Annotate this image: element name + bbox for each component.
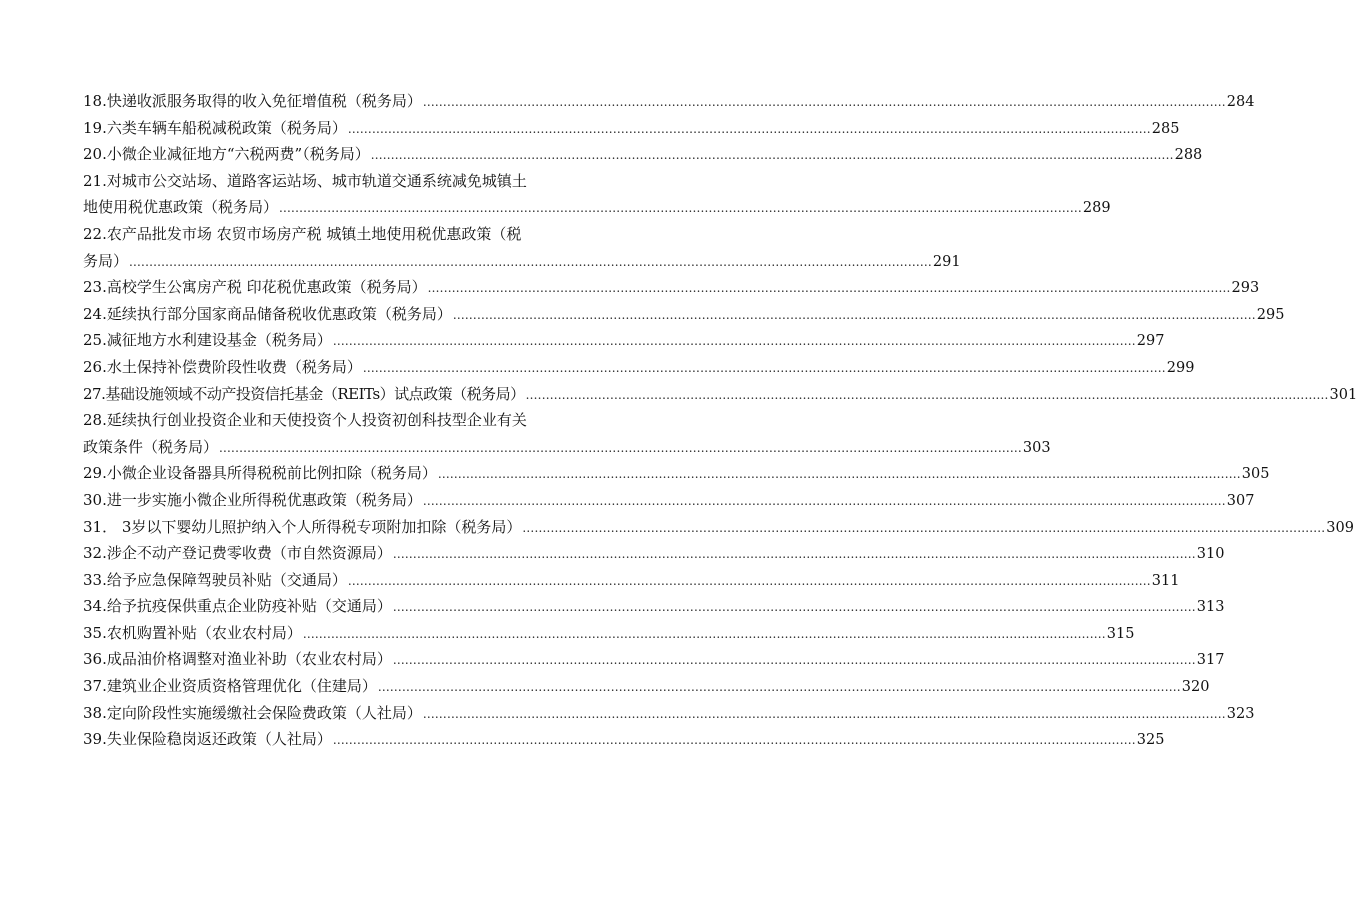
toc-page-number: 285 (1151, 120, 1180, 137)
toc-entry[interactable] (83, 115, 1180, 142)
toc-entry-title: 35.农机购置补贴（农业农村局） (83, 623, 302, 642)
toc-page-number: 317 (1196, 652, 1225, 669)
toc-entry[interactable] (83, 354, 1195, 381)
toc-entry[interactable] (83, 620, 1135, 647)
toc-entry[interactable] (83, 487, 1255, 514)
toc-entry[interactable] (83, 407, 1051, 460)
toc-dot-leader: ........................................................................................................................................................................................................ (437, 467, 1241, 482)
toc-entry-line (83, 567, 1180, 594)
toc-page-number: 301 (1329, 386, 1357, 403)
toc-entry[interactable] (83, 540, 1225, 567)
toc-entry[interactable] (83, 168, 1111, 221)
toc-page-number: 293 (1231, 280, 1260, 297)
toc-entry-line (83, 407, 561, 434)
toc-page-number: 310 (1196, 546, 1225, 563)
toc-dot-leader: ........................................................................................................................................................................................................ (392, 600, 1196, 615)
toc-dot-leader: ........................................................................................................................................................................................................ (522, 520, 1326, 535)
toc-entry-title: 政策条件（税务局） (83, 437, 219, 456)
toc-entry-title: 38.定向阶段性实施缓缴社会保险费政策（人社局） (83, 703, 422, 722)
toc-entry[interactable] (83, 593, 1225, 620)
toc-entry[interactable] (83, 274, 1260, 301)
toc-dot-leader: ........................................................................................................................................................................................................ (377, 680, 1181, 695)
toc-dot-leader: ........................................................................................................................................................................................................ (332, 733, 1136, 748)
toc-entry-title: 37.建筑业企业资质资格管理优化（住建局） (83, 677, 377, 696)
toc-entry[interactable] (83, 301, 1285, 328)
toc-entry-line (83, 514, 1354, 541)
toc-dot-leader: ........................................................................................................................................................................................................ (332, 334, 1136, 349)
toc-dot-leader: ........................................................................................................................................................................................................ (302, 626, 1106, 641)
toc-dot-leader: ........................................................................................................................................................................................................ (347, 573, 1151, 588)
toc-entry-title: 33.给予应急保障驾驶员补贴（交通局） (83, 570, 347, 589)
table-of-contents (83, 88, 1357, 753)
toc-entry-title: 36.成品油价格调整对渔业补助（农业农村局） (83, 650, 392, 669)
toc-entry-title: 务局） (83, 251, 129, 270)
toc-dot-leader: ........................................................................................................................................................................................................ (279, 201, 1082, 216)
toc-entry[interactable] (83, 88, 1255, 115)
toc-entry-line (83, 620, 1135, 647)
toc-entry-title: 21.对城市公交站场、道路客运站场、城市轨道交通系统减免城镇土 (83, 171, 527, 190)
toc-dot-leader: ........................................................................................................................................................................................................ (370, 148, 1174, 163)
toc-entry[interactable] (83, 381, 1357, 408)
toc-entry-title: 23.高校学生公寓房产税 印花税优惠政策（税务局） (83, 278, 427, 297)
toc-entry-title: 20.小微企业减征地方“六税两费”（税务局） (83, 145, 370, 164)
toc-entry-title: 29.小微企业设备器具所得税税前比例扣除（税务局） (83, 464, 437, 483)
toc-entry-line (83, 460, 1270, 487)
toc-entry-line (83, 593, 1225, 620)
toc-page-number: 311 (1151, 572, 1180, 589)
toc-page-number: 289 (1082, 200, 1111, 217)
toc-entry-title: 26.水土保持补偿费阶段性收费（税务局） (83, 357, 362, 376)
toc-entry-title: 30.进一步实施小微企业所得税优惠政策（税务局） (83, 490, 422, 509)
toc-entry-title: 22.农产品批发市场 农贸市场房产税 城镇土地使用税优惠政策（税 (83, 224, 522, 243)
toc-entry[interactable] (83, 646, 1225, 673)
toc-dot-leader: ........................................................................................................................................................................................................ (422, 493, 1226, 508)
toc-dot-leader: ........................................................................................................................................................................................................ (347, 121, 1151, 136)
toc-entry-line (83, 726, 1165, 753)
toc-entry-title: 34.给予抗疫保供重点企业防疫补贴（交通局） (83, 597, 392, 616)
toc-entry-title: 19.六类车辆车船税减税政策（税务局） (83, 118, 347, 137)
toc-entry-line (83, 354, 1195, 381)
toc-dot-leader: ........................................................................................................................................................................................................ (427, 281, 1231, 296)
toc-entry[interactable] (83, 514, 1354, 541)
toc-page-number: 307 (1226, 492, 1255, 509)
toc-page-number: 323 (1226, 705, 1255, 722)
toc-page-number: 315 (1106, 625, 1135, 642)
toc-dot-leader: ........................................................................................................................................................................................................ (392, 653, 1196, 668)
toc-page-number: 325 (1136, 732, 1165, 749)
toc-entry-line (83, 115, 1180, 142)
toc-entry-line (83, 646, 1225, 673)
toc-entry-title: 27.基础设施领域不动产投资信托基金（REITs）试点政策（税务局） (83, 384, 525, 403)
toc-entry-line (83, 274, 1260, 301)
toc-dot-leader: ........................................................................................................................................................................................................ (422, 95, 1226, 109)
toc-dot-leader: ........................................................................................................................................................................................................ (525, 387, 1329, 402)
toc-entry-title: 39.失业保险稳岗返还政策（人社局） (83, 730, 332, 749)
toc-entry-title: 18.快递收派服务取得的收入免征增值税（税务局） (83, 92, 422, 110)
toc-entry-line (83, 88, 1255, 115)
toc-dot-leader: ........................................................................................................................................................................................................ (129, 254, 932, 269)
toc-entry[interactable] (83, 567, 1180, 594)
toc-page-number: 320 (1181, 679, 1210, 696)
toc-page-number: 288 (1174, 147, 1203, 164)
toc-entry-line (83, 381, 1357, 408)
toc-entry[interactable] (83, 726, 1165, 753)
toc-entry[interactable] (83, 141, 1203, 168)
toc-dot-leader: ........................................................................................................................................................................................................ (422, 706, 1226, 721)
toc-entry-line (83, 221, 561, 248)
toc-entry-line (83, 673, 1210, 700)
toc-dot-leader: ........................................................................................................................................................................................................ (362, 360, 1166, 375)
toc-page-number: 284 (1226, 94, 1255, 110)
toc-entry-line (83, 301, 1285, 328)
toc-page-number: 297 (1136, 333, 1165, 350)
toc-page-number: 305 (1241, 466, 1270, 483)
toc-dot-leader: ........................................................................................................................................................................................................ (452, 307, 1256, 322)
toc-entry-line (83, 434, 1051, 461)
toc-page-number: 299 (1166, 359, 1195, 376)
toc-page-number: 295 (1256, 306, 1285, 323)
toc-entry-line (83, 327, 1165, 354)
toc-entry-title: 地使用税优惠政策（税务局） (83, 198, 279, 217)
toc-dot-leader: ........................................................................................................................................................................................................ (392, 547, 1196, 562)
toc-page-number: 291 (932, 253, 961, 270)
toc-entry[interactable] (83, 460, 1270, 487)
toc-entry[interactable] (83, 327, 1165, 354)
toc-entry-line (83, 248, 961, 275)
toc-entry-line (83, 700, 1255, 727)
toc-entry-line (83, 141, 1203, 168)
toc-entry[interactable] (83, 700, 1255, 727)
toc-entry-title: 32.涉企不动产登记费零收费（市自然资源局） (83, 544, 392, 563)
toc-entry-line (83, 540, 1225, 567)
toc-dot-leader: ........................................................................................................................................................................................................ (219, 440, 1022, 455)
toc-entry-line (83, 168, 561, 195)
toc-entry-line (83, 487, 1255, 514)
toc-page-number: 313 (1196, 599, 1225, 616)
toc-entry-title: 24.延续执行部分国家商品储备税收优惠政策（税务局） (83, 304, 452, 323)
toc-entry-line (83, 194, 1111, 221)
toc-entry-title: 25.减征地方水利建设基金（税务局） (83, 331, 332, 350)
toc-page-number: 303 (1022, 439, 1051, 456)
toc-entry-title: 28.延续执行创业投资企业和天使投资个人投资初创科技型企业有关 (83, 411, 527, 430)
toc-entry[interactable] (83, 673, 1210, 700)
toc-entry[interactable] (83, 221, 961, 274)
toc-page-number: 309 (1326, 519, 1354, 536)
toc-entry-title: 31． 3岁以下婴幼儿照护纳入个人所得税专项附加扣除（税务局） (83, 517, 522, 536)
